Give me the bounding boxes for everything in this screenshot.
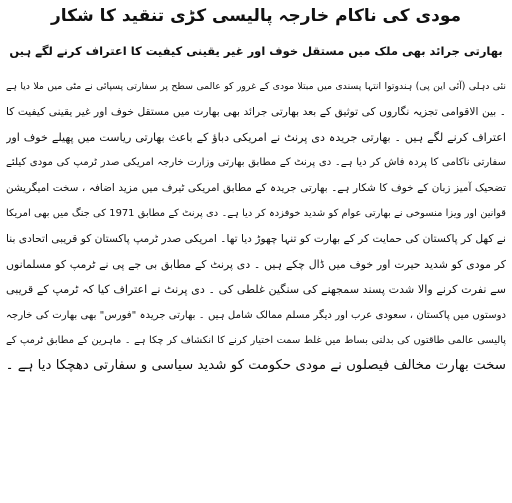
subheadline: بھارتی جرائد بھی ملک میں مستقل خوف اور غیر یقینی کیفیت کا اعتراف کرنے لگے ہیں — [9, 44, 503, 58]
body-line: ۔ بین الاقوامی تجزیہ نگاروں کی توثیق کے بعد بھارتی جرائد بھی بھارت میں مستقل خوف اور غیر یقینی کیفیت کا — [6, 105, 506, 119]
body-line: کر مودی کو شدید حیرت اور خوف میں ڈال چکے ہیں ۔ دی پرنٹ کے مطابق بی جے پی نے ٹرمپ کو مسلمانوں — [6, 257, 506, 271]
body-line: پالیسی عالمی طاقتوں کی بدلتی بساط میں غلط سمت اختیار کرنے کا انکشاف کر چکا ہے ۔ ماہرین کے مطابق ٹرمپ کے — [6, 335, 506, 347]
body-line: اعتراف کرنے لگے ہیں ۔ بھارتی جریدہ دی پرنٹ نے امریکی دباؤ کے باعث بھارتی ریاست میں پھیلے خوف اور — [6, 130, 506, 144]
body-line: سے نفرت کرنے والا شدت پسند سمجھنے کی سنگین غلطی کی ۔ دی پرنٹ نے اعتراف کیا کہ ٹرمپ کے قریبی — [6, 283, 506, 297]
body-line: تضحیک آمیز زبان کے خوف کا شکار ہے۔ بھارتی جریدہ کے مطابق امریکی ٹیرف میں مزید اضافہ ، سخت امیگریشن — [6, 181, 506, 194]
body-line: نے کھل کر پاکستان کی حمایت کر کے بھارت کو تنہا چھوڑ دیا تھا۔ امریکی صدر ٹرمپ پاکستان کو قریبی اتحادی بنا — [6, 232, 506, 246]
body-line: سفارتی ناکامی کا پردہ فاش کر دیا ہے۔ دی پرنٹ کے مطابق بھارتی وزارت خارجہ امریکی صدر ٹرمپ کی مودی کیلئے — [6, 157, 506, 169]
body-line: نئی دہلی (آئی این پی) ہندوتوا انتہا پسندی میں مبتلا مودی کے غرور کو عالمی سطح پر سفارتی پسپائی نے مٹی میں ملا دیا ہے — [6, 81, 506, 92]
body-line: دوستوں میں پاکستان ، سعودی عرب اور دیگر مسلم ممالک شامل ہیں ۔ بھارتی جریدہ "فورس" بھی بھارت کی خارجہ — [6, 309, 506, 321]
body-line: قوانین اور ویزا منسوخی نے بھارتی عوام کو شدید خوفزدہ کر دیا ہے۔ دی پرنٹ کے مطابق 1971 کی جنگ میں بھی امریکا — [6, 208, 506, 220]
article-body — [6, 74, 506, 379]
body-line: سخت بھارت مخالف فیصلوں نے مودی حکومت کو شدید سیاسی و سفارتی دھچکا دیا ہے ۔ — [6, 358, 506, 374]
headline: مودی کی ناکام خارجہ پالیسی کڑی تنقید کا شکار — [50, 6, 462, 26]
